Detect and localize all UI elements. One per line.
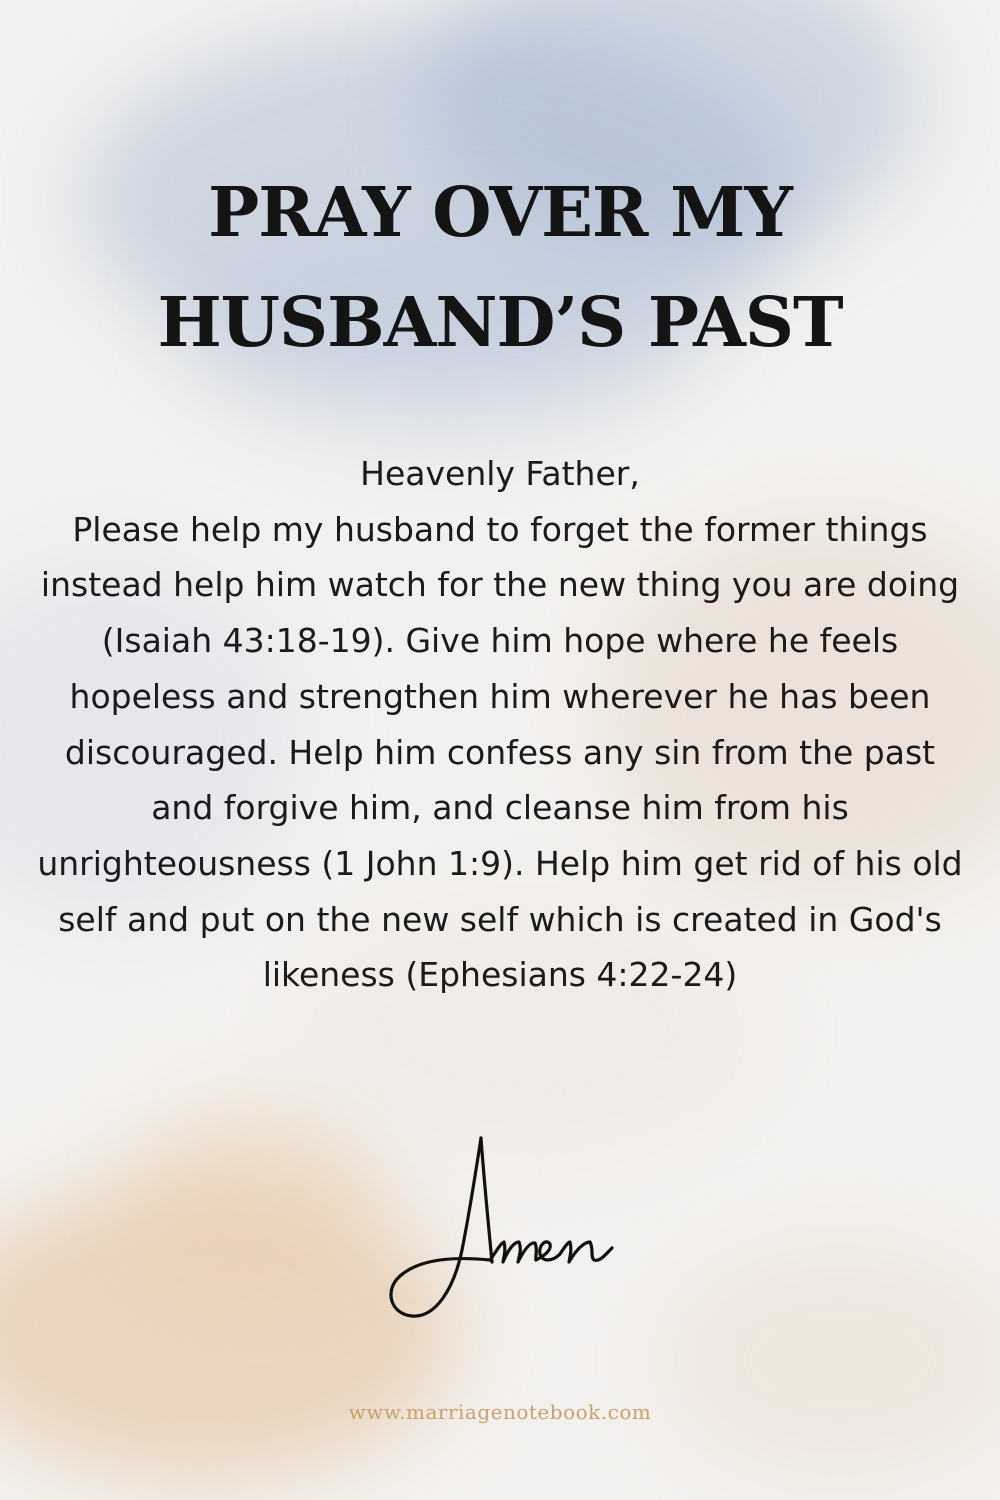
amen-letter-n: [560, 1242, 612, 1262]
amen-letter-a-stroke: [391, 1138, 490, 1316]
amen-script: [378, 1130, 628, 1330]
prayer-text: [30, 446, 970, 1003]
prayer-body: Please help my husband to forget the former things instead help him watch for the new thing you are doing (Isaiah 43:18-19). Give him hope where he feels hopeless and strengthen him wherever he has been discouraged. Help him confess any sin from the past and forgive him, and cleanse him from his unrighteousness (1 John 1:9). Help him get rid of his old self and put on the new self which is created in God's likeness (Ephesians 4:22-24): [37, 509, 963, 995]
prayer-greeting: Heavenly Father,: [360, 454, 640, 493]
title-line-2: HUSBAND’S PAST: [157, 283, 843, 363]
amen-letter-m: [490, 1242, 536, 1262]
beige-watercolor-wash: [660, 1240, 1000, 1480]
amen-letter-a-stroke: [481, 1138, 492, 1262]
title-line-1: PRAY OVER MY: [208, 173, 792, 253]
website-url: www.marriagenotebook.com: [348, 1400, 652, 1424]
amen-letter-e: [536, 1242, 560, 1260]
peach-watercolor-wash: [130, 1100, 390, 1280]
page-title: [0, 158, 1000, 378]
